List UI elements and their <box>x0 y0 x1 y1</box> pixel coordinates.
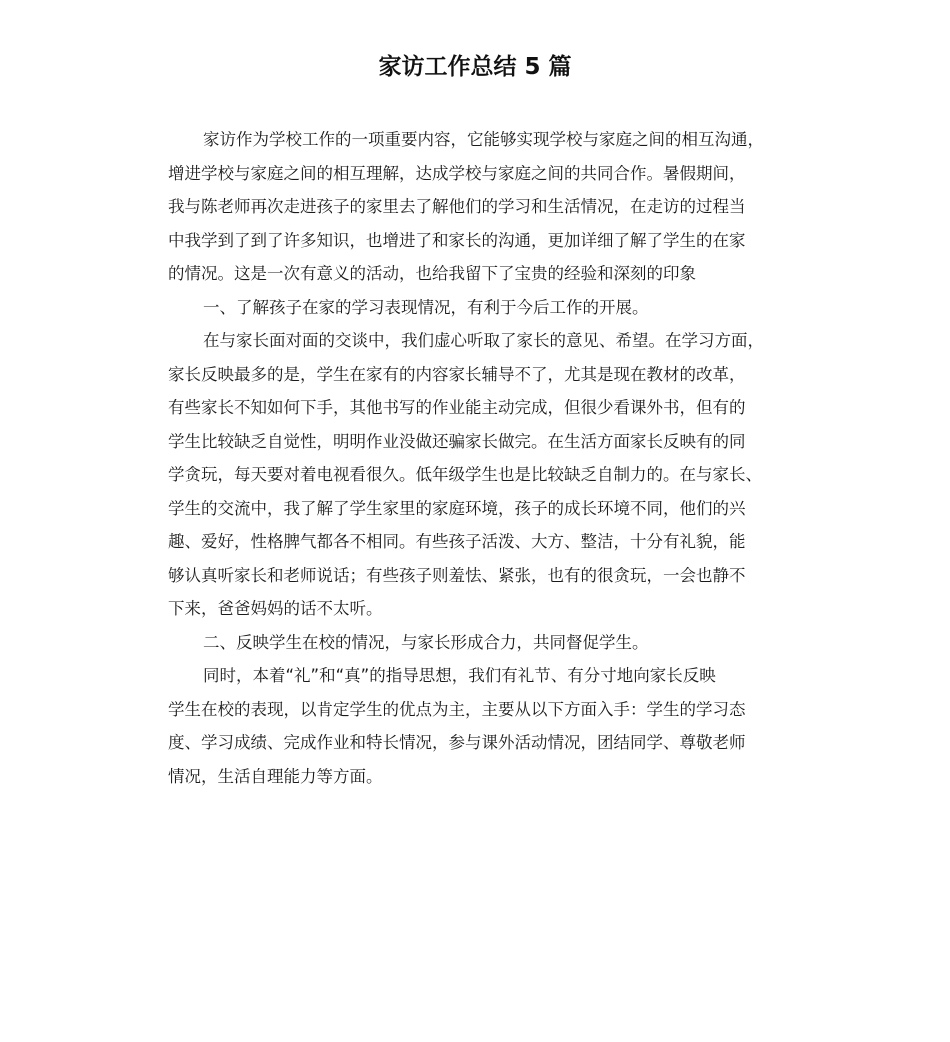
document-title: 家访工作总结 5 篇 <box>378 54 572 80</box>
body-line: 学生在校的表现，以肯定学生的优点为主，主要从以下方面入手：学生的学习态 <box>168 699 746 719</box>
body-line: 增进学校与家庭之间的相互理解，达成学校与家庭之间的共同合作。暑假期间， <box>168 163 746 183</box>
body-line: 够认真听家长和老师说话；有些孩子则羞怯、紧张，也有的很贪玩，一会也静不 <box>168 565 746 585</box>
body-line: 度、学习成绩、完成作业和特长情况，参与课外活动情况，团结同学、尊敬老师 <box>168 733 746 752</box>
body-line: 二、反映学生在校的情况，与家长形成合力，共同督促学生。 <box>203 632 649 652</box>
body-line: 家访作为学校工作的一项重要内容，它能够实现学校与家庭之间的相互沟通， <box>203 130 764 149</box>
body-line: 家长反映最多的是，学生在家有的内容家长辅导不了，尤其是现在教材的改革， <box>168 364 746 384</box>
body-line: 情况，生活自理能力等方面。 <box>168 766 383 786</box>
body-line: 下来，爸爸妈妈的话不太听。 <box>168 599 383 618</box>
body-line: 在与家长面对面的交谈中，我们虚心听取了家长的意见、希望。在学习方面， <box>203 331 764 350</box>
body-line: 趣、爱好，性格脾气都各不相同。有些孩子活泼、大方、整洁，十分有礼貌，能 <box>168 532 746 551</box>
body-line: 学生的交流中，我了解了学生家里的家庭环境，孩子的成长环境不同，他们的兴 <box>168 498 746 518</box>
body-line: 我与陈老师再次走进孩子的家里去了解他们的学习和生活情况，在走访的过程当 <box>168 197 746 216</box>
body-line: 一、了解孩子在家的学习表现情况，有利于今后工作的开展。 <box>203 297 649 317</box>
body-line: 有些家长不知如何下手，其他书写的作业能主动完成，但很少看课外书，但有的 <box>168 398 746 417</box>
body-line: 学生比较缺乏自觉性，明明作业没做还骗家长做完。在生活方面家长反映有的同 <box>168 431 746 451</box>
body-line: 学贪玩，每天要对着电视看很久。低年级学生也是比较缺乏自制力的。在与家长、 <box>168 465 762 484</box>
body-line: 的情况。这是一次有意义的活动，也给我留下了宝贵的经验和深刻的印象 <box>168 264 696 283</box>
body-line: 同时，本着“礼”和“真”的指导思想，我们有礼节、有分寸地向家长反映 <box>203 666 716 685</box>
body-line: 中我学到了到了许多知识，也增进了和家长的沟通，更加详细了解了学生的在家 <box>168 230 746 250</box>
document-body <box>168 123 808 793</box>
